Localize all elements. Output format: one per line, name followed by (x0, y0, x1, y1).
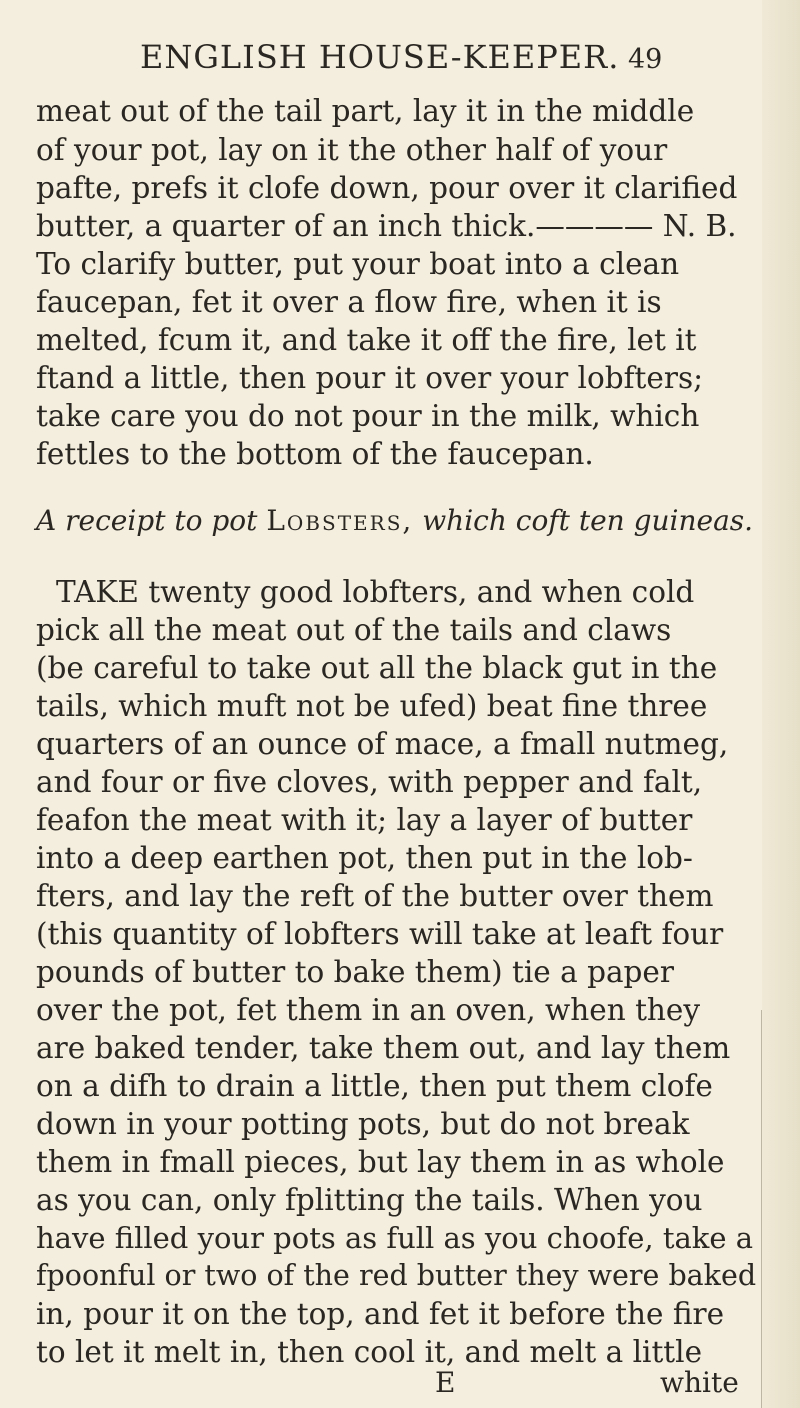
signature-mark: E (435, 1366, 456, 1399)
text-line: down in your potting pots, but do not break (36, 1107, 690, 1141)
text-line: have filled your pots as full as you choofe, take a (36, 1221, 753, 1255)
text-line: quarters of an ounce of mace, a fmall nutmeg, (36, 727, 729, 761)
text-line: To clarify butter, put your boat into a clean (36, 247, 680, 281)
text-line: feafon the meat with it; lay a layer of butter (36, 803, 693, 837)
heading-suffix: which coft ten guineas. (413, 504, 754, 537)
text-line: butter, a quarter of an inch thick.———— N. B. (36, 209, 737, 243)
page-edge (762, 0, 800, 1408)
text-line: fettles to the bottom of the faucepan. (36, 437, 594, 471)
text-line: take care you do not pour in the milk, which (36, 399, 700, 433)
text-line: to let it melt in, then cool it, and melt a little (36, 1335, 703, 1369)
text-line: tails, which muft not be ufed) beat fine three (36, 689, 708, 723)
text-line: meat out of the tail part, lay it in the middle (36, 94, 695, 128)
running-head: ENGLISH HOUSE-KEEPER. (140, 38, 620, 76)
text-line: ftand a little, then pour it over your lobfters; (36, 361, 704, 395)
recipe-heading (36, 504, 754, 538)
text-line: and four or five cloves, with pepper and falt, (36, 765, 703, 799)
text-line: pick all the meat out of the tails and claws (36, 613, 672, 647)
page-number: 49 (628, 44, 663, 75)
text-line: pafte, prefs it clofe down, pour over it clarified (36, 171, 738, 205)
text-line: fters, and lay the reft of the butter over them (36, 879, 714, 913)
text-line: pounds of butter to bake them) tie a paper (36, 955, 674, 989)
text-line: TAKE twenty good lobfters, and when cold (56, 575, 695, 609)
text-line: (be careful to take out all the black gut in the (36, 651, 718, 685)
text-line: in, pour it on the top, and fet it before the fire (36, 1297, 725, 1331)
text-line: (this quantity of lobfters will take at leaft four (36, 917, 724, 951)
catchword: white (660, 1366, 739, 1399)
text-line: melted, fcum it, and take it off the fire, let it (36, 323, 697, 357)
page-edge-line (761, 1010, 762, 1408)
heading-prefix: A receipt to pot (36, 504, 267, 537)
text-line: fpoonful or two of the red butter they were baked (36, 1259, 757, 1292)
text-line: them in fmall pieces, but lay them in as whole (36, 1145, 725, 1179)
page-header (140, 38, 700, 78)
text-line: over the pot, fet them in an oven, when they (36, 993, 701, 1027)
text-line: as you can, only fplitting the tails. When you (36, 1183, 703, 1217)
text-line: are baked tender, take them out, and lay them (36, 1031, 731, 1065)
text-line: faucepan, fet it over a flow fire, when it is (36, 285, 662, 319)
heading-name: Lobsters, (266, 504, 414, 537)
text-line: into a deep earthen pot, then put in the lob- (36, 841, 693, 875)
text-line: of your pot, lay on it the other half of your (36, 133, 668, 167)
text-line: on a difh to drain a little, then put them clofe (36, 1069, 713, 1103)
